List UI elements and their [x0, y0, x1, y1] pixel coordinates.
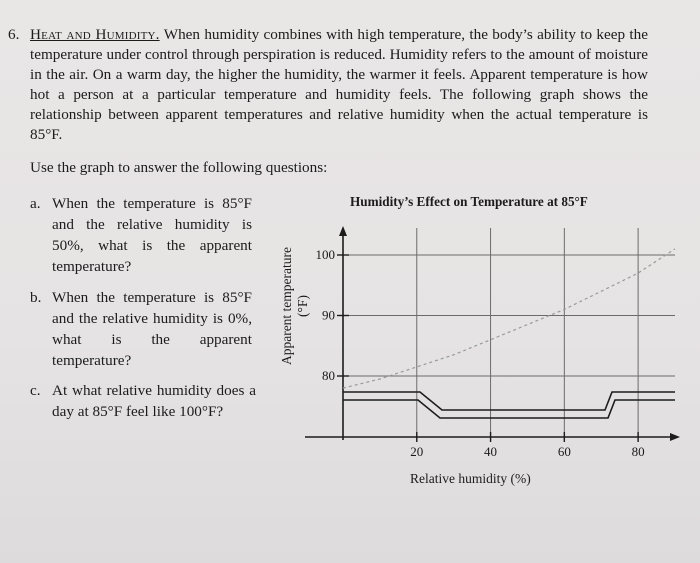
- y-axis-arrow: [339, 226, 347, 236]
- question-text: At what relative humidity does a day at 85°F feel like 100°F?: [52, 382, 256, 420]
- problem-heading: Heat and Humidity.: [30, 26, 160, 43]
- question-letter: c.: [30, 382, 41, 399]
- problem-text: When humidity combines with high temperature, the body’s ability to keep the temperature under control through perspiration is reduced. Humidity refers to the amount of moisture in the air. On a warm day, the higher the humidity, the warmer it feels. Apparent temperature is how hot a person at a particular temperature and humidity feels. The following graph shows the relationship between apparent temperatures and relative humidity when the actual temperature is 85°F.: [30, 26, 648, 143]
- y-tick-label: 90: [322, 307, 335, 323]
- axis-break-lower: [343, 400, 675, 418]
- y-tick-label: 100: [315, 247, 335, 262]
- y-axis-label: Apparent temperature (°F): [279, 246, 310, 366]
- question-letter: b.: [30, 289, 42, 306]
- question-letter: a.: [30, 195, 41, 212]
- x-tick-label: 20: [410, 444, 424, 459]
- series-line: [343, 249, 675, 388]
- chart-title: Humidity’s Effect on Temperature at 85°F: [350, 194, 588, 209]
- x-tick-label: 80: [631, 444, 645, 459]
- instruction: Use the graph to answer the following questions:: [30, 159, 328, 176]
- x-tick-label: 60: [557, 444, 571, 459]
- axis-break-upper: [343, 392, 675, 410]
- question-text: When the temperature is 85°F and the relative humidity is 50%, what is the apparent temperature?: [52, 195, 252, 275]
- x-axis-arrow: [670, 433, 680, 441]
- x-axis-label: Relative humidity (%): [410, 471, 531, 486]
- x-tick-label: 40: [484, 444, 498, 459]
- question-text: When the temperature is 85°F and the relative humidity is 0%, what is the apparent temperature?: [52, 289, 252, 369]
- problem-number: 6.: [8, 26, 20, 43]
- y-tick-label: 80: [322, 368, 335, 383]
